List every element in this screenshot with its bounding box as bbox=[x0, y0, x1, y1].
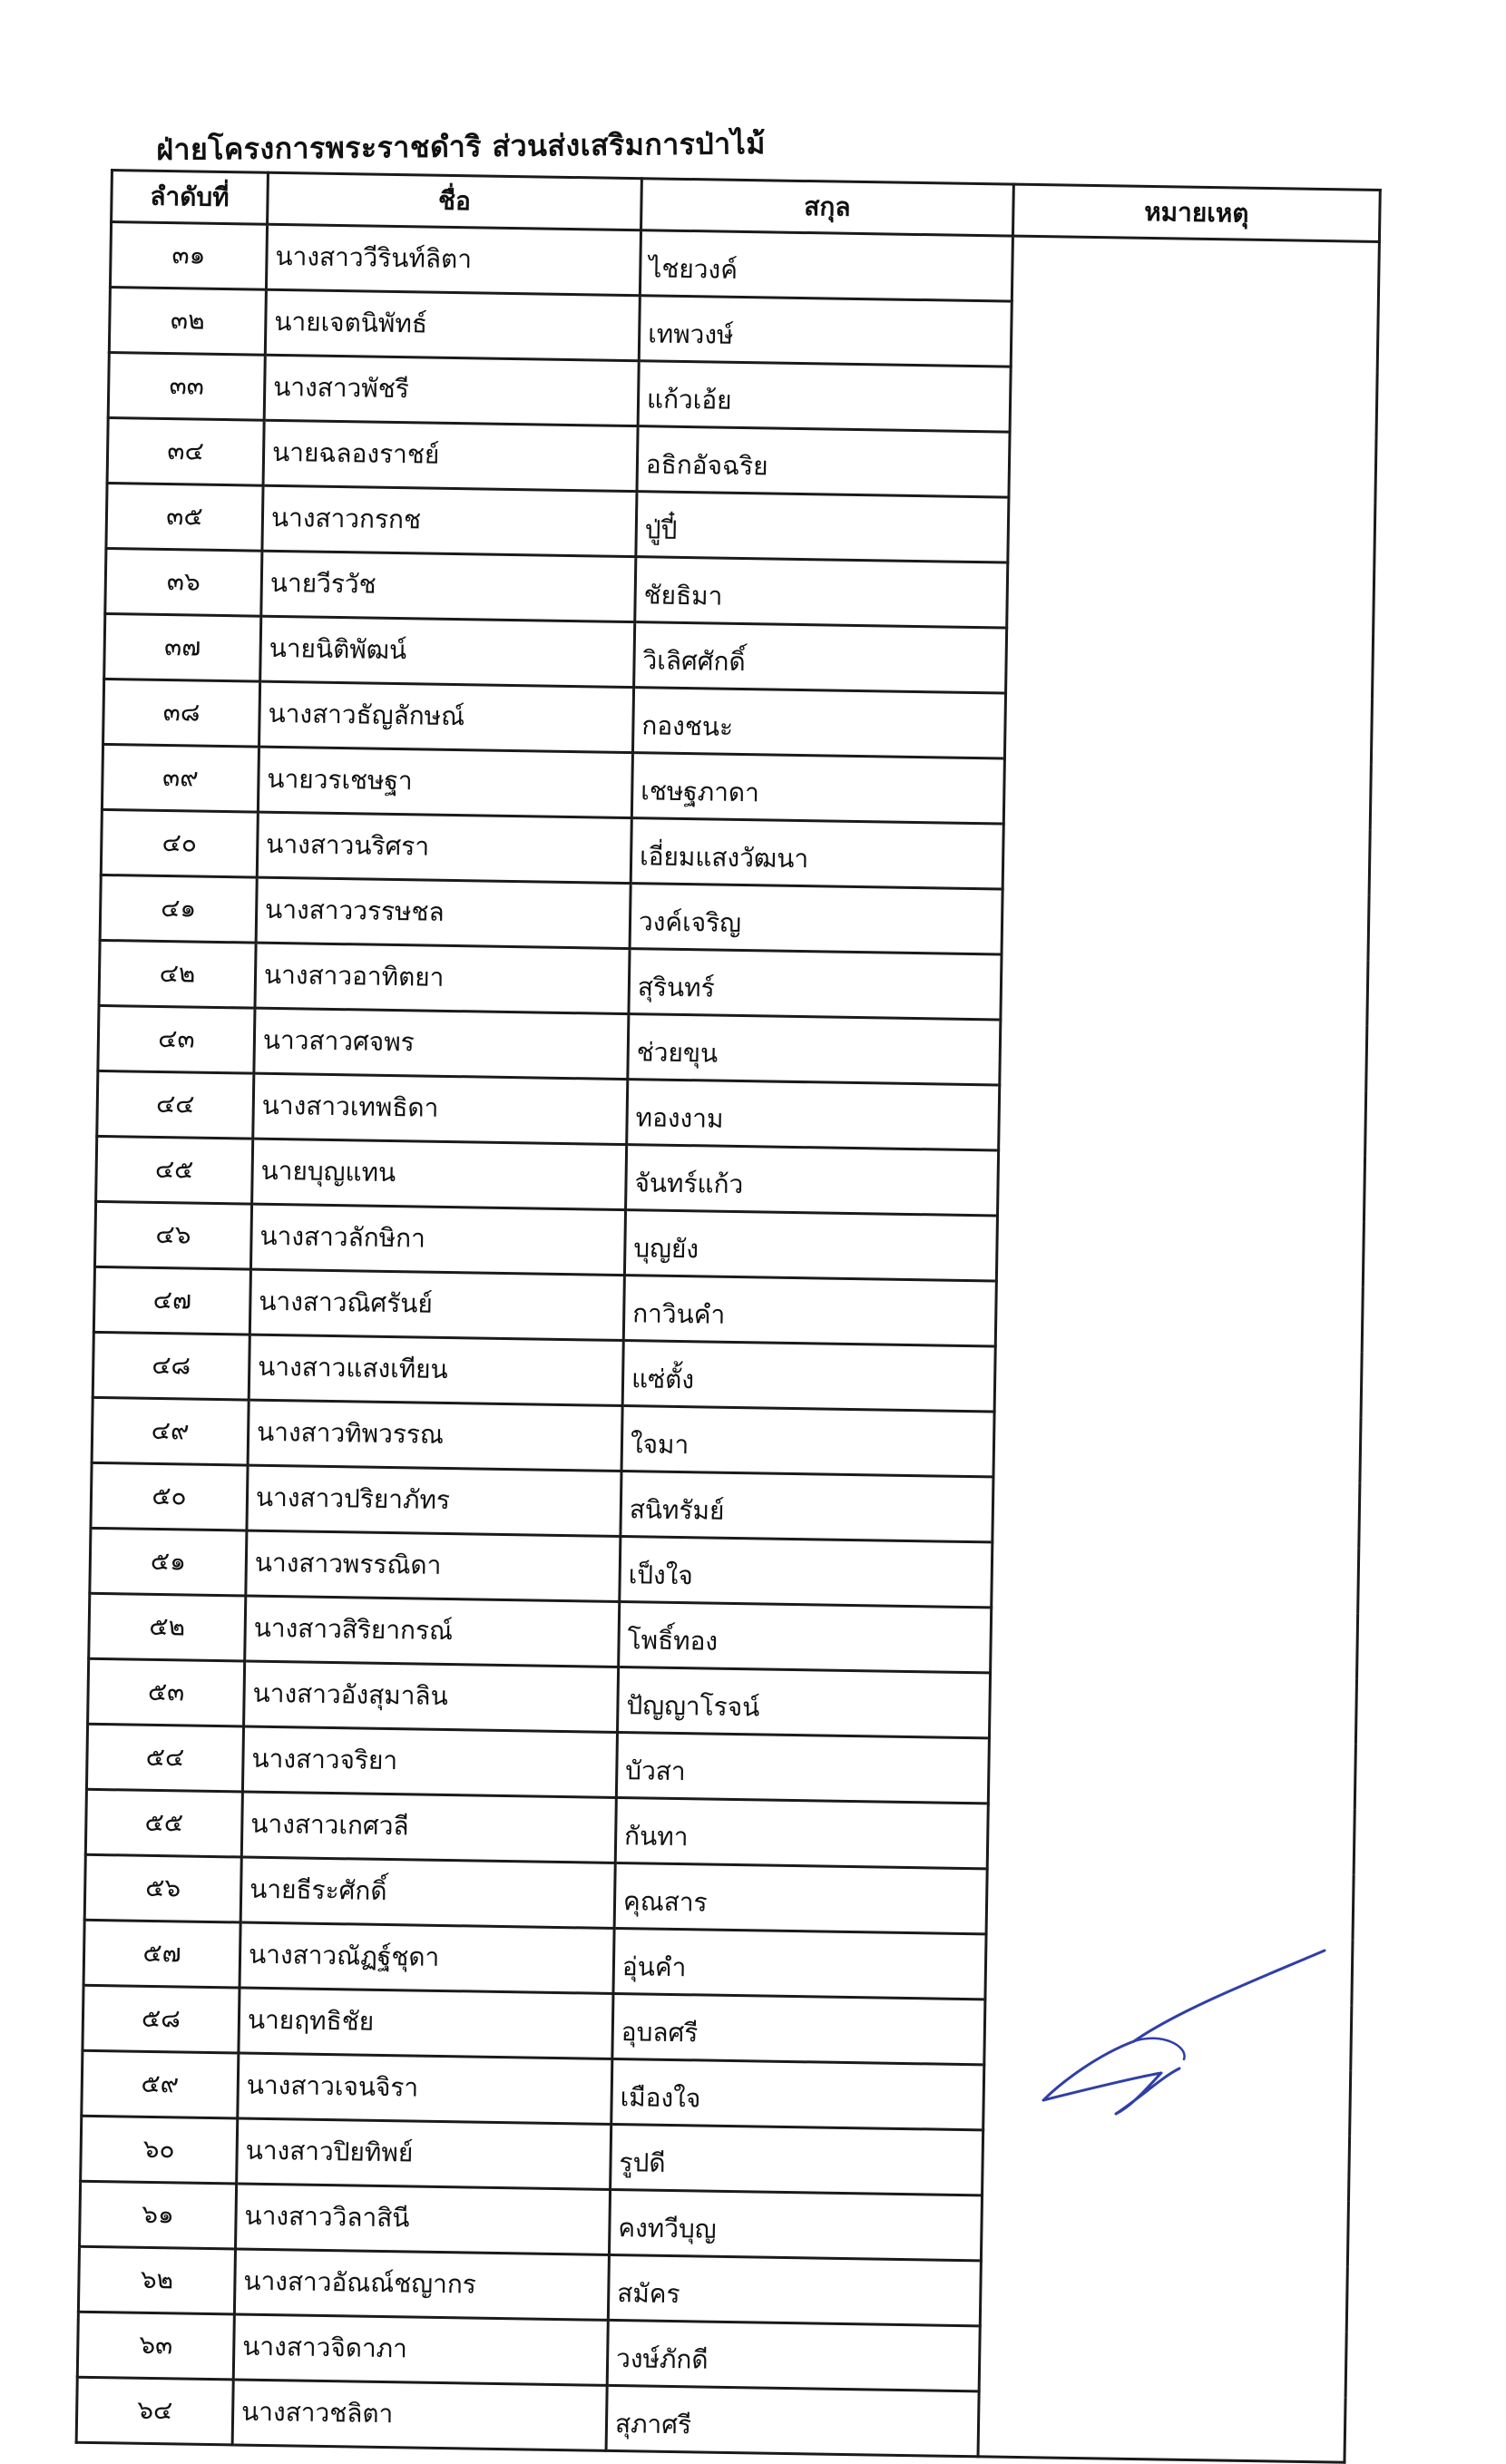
last-name-cell: ช่วยขุน bbox=[628, 1014, 1001, 1085]
last-name-cell: สุภาศรี bbox=[606, 2385, 979, 2456]
row-number: ๕๙ bbox=[82, 2050, 239, 2118]
signature-loop bbox=[1134, 2039, 1185, 2059]
row-number: ๔๔ bbox=[97, 1071, 254, 1139]
last-name-cell: โพธิ์ทอง bbox=[619, 1602, 992, 1673]
first-name-cell: นายวีรวัช bbox=[261, 551, 636, 621]
first-name-cell: นางสาวสิริยากรณ์ bbox=[245, 1596, 620, 1667]
row-number: ๕๖ bbox=[84, 1854, 241, 1922]
last-name-cell: กาวินคำ bbox=[623, 1276, 996, 1346]
row-number: ๓๒ bbox=[109, 288, 266, 356]
row-number: ๖๑ bbox=[80, 2181, 237, 2249]
first-name-cell: นางสาววีรินท์ลิตา bbox=[266, 224, 641, 295]
row-number: ๓๖ bbox=[105, 548, 262, 616]
signature bbox=[1025, 1923, 1352, 2123]
last-name-cell: ไชยวงค์ bbox=[640, 230, 1012, 301]
last-name-cell: ปู่ปี๋ bbox=[636, 492, 1009, 562]
row-number: ๓๘ bbox=[103, 679, 260, 747]
row-number: ๔๘ bbox=[93, 1332, 249, 1400]
row-number: ๕๘ bbox=[83, 1985, 240, 2053]
last-name-cell: ปัญญาโรจน์ bbox=[617, 1667, 990, 1737]
remark-cell bbox=[978, 236, 1379, 2462]
row-number: ๔๗ bbox=[93, 1266, 250, 1335]
first-name-cell: นางสาวอังสุมาลิน bbox=[244, 1661, 619, 1732]
last-name-cell: แซ่ตั้ง bbox=[622, 1341, 995, 1412]
first-name-cell: นางสาวณิศรันย์ bbox=[249, 1269, 624, 1340]
row-number: ๓๔ bbox=[107, 417, 264, 485]
last-name-cell: กันทา bbox=[615, 1797, 988, 1868]
last-name-cell: ทองงาม bbox=[627, 1080, 1000, 1150]
header-no: ลำดับที่ bbox=[112, 171, 269, 225]
first-name-cell: นางสาวปริยาภัทร bbox=[247, 1465, 621, 1536]
first-name-cell: นางสาวจริยา bbox=[242, 1726, 617, 1797]
first-name-cell: นางสาวแสงเทียน bbox=[249, 1335, 623, 1405]
last-name-cell: รูปดี bbox=[611, 2124, 983, 2195]
first-name-cell: นางสาวชลิตา bbox=[232, 2380, 607, 2450]
last-name-cell: เชษฐภาดา bbox=[631, 753, 1004, 824]
row-number: ๕๐ bbox=[91, 1462, 248, 1530]
row-number: ๖๔ bbox=[76, 2377, 233, 2445]
row-number: ๔๐ bbox=[101, 809, 258, 877]
first-name-cell: นางสาวปิยทิพย์ bbox=[237, 2118, 611, 2189]
last-name-cell: เมืองใจ bbox=[611, 2058, 984, 2129]
last-name-cell: เอี่ยมแสงวัฒนา bbox=[631, 818, 1003, 889]
last-name-cell: คุณสาร bbox=[614, 1863, 987, 1933]
first-name-cell: นางสาวเกศวลี bbox=[241, 1792, 616, 1863]
first-name-cell: นางสาววิลาสินี bbox=[236, 2184, 611, 2254]
row-number: ๕๕ bbox=[85, 1789, 242, 1857]
first-name-cell: นางสาวเทพธิดา bbox=[253, 1073, 628, 1144]
first-name-cell: นายฤทธิชัย bbox=[239, 1988, 613, 2058]
signature-stroke bbox=[1043, 1951, 1325, 2114]
last-name-cell: อุบลศรี bbox=[612, 1993, 985, 2064]
row-number: ๔๒ bbox=[99, 940, 256, 1008]
first-name-cell: นาวสาวศจพร bbox=[254, 1008, 629, 1079]
row-number: ๓๑ bbox=[110, 222, 267, 290]
row-number: ๕๓ bbox=[88, 1658, 245, 1726]
first-name-cell: นางสาวกรกช bbox=[262, 485, 637, 556]
last-name-cell: วิเลิศศักดิ์ bbox=[634, 622, 1007, 693]
last-name-cell: บัวสา bbox=[616, 1732, 989, 1803]
row-number: ๔๕ bbox=[96, 1136, 253, 1204]
first-name-cell: นายวรเชษฐา bbox=[258, 747, 632, 817]
last-name-cell: สมัคร bbox=[608, 2254, 981, 2325]
row-number: ๔๖ bbox=[94, 1201, 251, 1269]
first-name-cell: นางสาวจิดาภา bbox=[233, 2314, 608, 2385]
header-remark: หมายเหตุ bbox=[1012, 184, 1380, 241]
first-name-cell: นางสาวธัญลักษณ์ bbox=[259, 681, 634, 752]
last-name-cell: สนิทรัมย์ bbox=[621, 1472, 993, 1542]
last-name-cell: เป็งใจ bbox=[620, 1537, 993, 1608]
first-name-cell: นางสาววรรษชล bbox=[256, 877, 631, 948]
last-name-cell: บุญยัง bbox=[624, 1210, 997, 1281]
last-name-cell: กองชนะ bbox=[632, 688, 1005, 758]
first-name-cell: นางสาวนริศรา bbox=[257, 812, 631, 883]
first-name-cell: นางสาวพรรณิดา bbox=[246, 1530, 621, 1601]
last-name-cell: วงค์เจริญ bbox=[630, 884, 1002, 954]
last-name-cell: วงษ์ภักดี bbox=[607, 2320, 980, 2391]
row-number: ๖๓ bbox=[77, 2312, 234, 2380]
row-number: ๓๙ bbox=[102, 744, 259, 812]
first-name-cell: นางสาวพัชรี bbox=[264, 355, 639, 425]
document-title: ฝ่ายโครงการพระราชดำริ ส่วนส่งเสริมการป่าไม้ bbox=[156, 125, 767, 167]
first-name-cell: นายนิติพัฒน์ bbox=[260, 616, 635, 687]
first-name-cell: นายเจตนิพัทธ์ bbox=[265, 289, 640, 360]
row-number: ๕๑ bbox=[90, 1528, 247, 1596]
last-name-cell: ใจมา bbox=[621, 1406, 994, 1477]
first-name-cell: นางสาวอัณณ์ชญากร bbox=[234, 2249, 609, 2320]
row-number: ๔๓ bbox=[98, 1005, 255, 1073]
row-number: ๖๒ bbox=[78, 2246, 235, 2314]
roster-sheet bbox=[81, 169, 1378, 2440]
last-name-cell: สุรินทร์ bbox=[629, 949, 1002, 1020]
first-name-cell: นายธีระศักดิ์ bbox=[240, 1857, 615, 1928]
last-name-cell: คงทวีบุญ bbox=[609, 2189, 982, 2260]
first-name-cell: นางสาวลักษิกา bbox=[250, 1204, 625, 1275]
last-name-cell: ชัยธิมา bbox=[635, 557, 1008, 628]
row-number: ๕๗ bbox=[83, 1920, 240, 1988]
first-name-cell: นางสาวเจนจิรา bbox=[238, 2053, 612, 2124]
roster-body bbox=[76, 222, 1379, 2463]
last-name-cell: จันทร์แก้ว bbox=[626, 1145, 999, 1216]
last-name-cell: เทพวงษ์ bbox=[639, 296, 1012, 367]
first-name-cell: นายฉลองราชย์ bbox=[263, 420, 638, 491]
first-name-cell: นายบุญแทน bbox=[252, 1139, 627, 1209]
row-number: ๔๑ bbox=[100, 875, 257, 943]
last-name-cell: อุ่นคำ bbox=[613, 1928, 986, 1999]
header-last-name: สกุล bbox=[641, 179, 1014, 236]
row-number: ๖๐ bbox=[81, 2116, 238, 2184]
row-number: ๕๔ bbox=[86, 1724, 243, 1792]
row-number: ๓๓ bbox=[108, 352, 265, 420]
first-name-cell: นางสาวอาทิตยา bbox=[255, 943, 630, 1013]
row-number: ๓๗ bbox=[104, 613, 261, 681]
header-first-name: ชื่อ bbox=[268, 172, 642, 230]
first-name-cell: นางสาวทิพวรรณ bbox=[248, 1400, 622, 1471]
last-name-cell: อธิกอัจฉริย bbox=[637, 426, 1010, 497]
first-name-cell: นางสาวณัฏฐ์ชุดา bbox=[240, 1922, 614, 1993]
last-name-cell: แก้วเอ้ย bbox=[638, 361, 1011, 432]
row-number: ๓๕ bbox=[106, 483, 263, 551]
row-number: ๕๒ bbox=[89, 1593, 246, 1661]
row-number: ๔๙ bbox=[92, 1397, 249, 1465]
